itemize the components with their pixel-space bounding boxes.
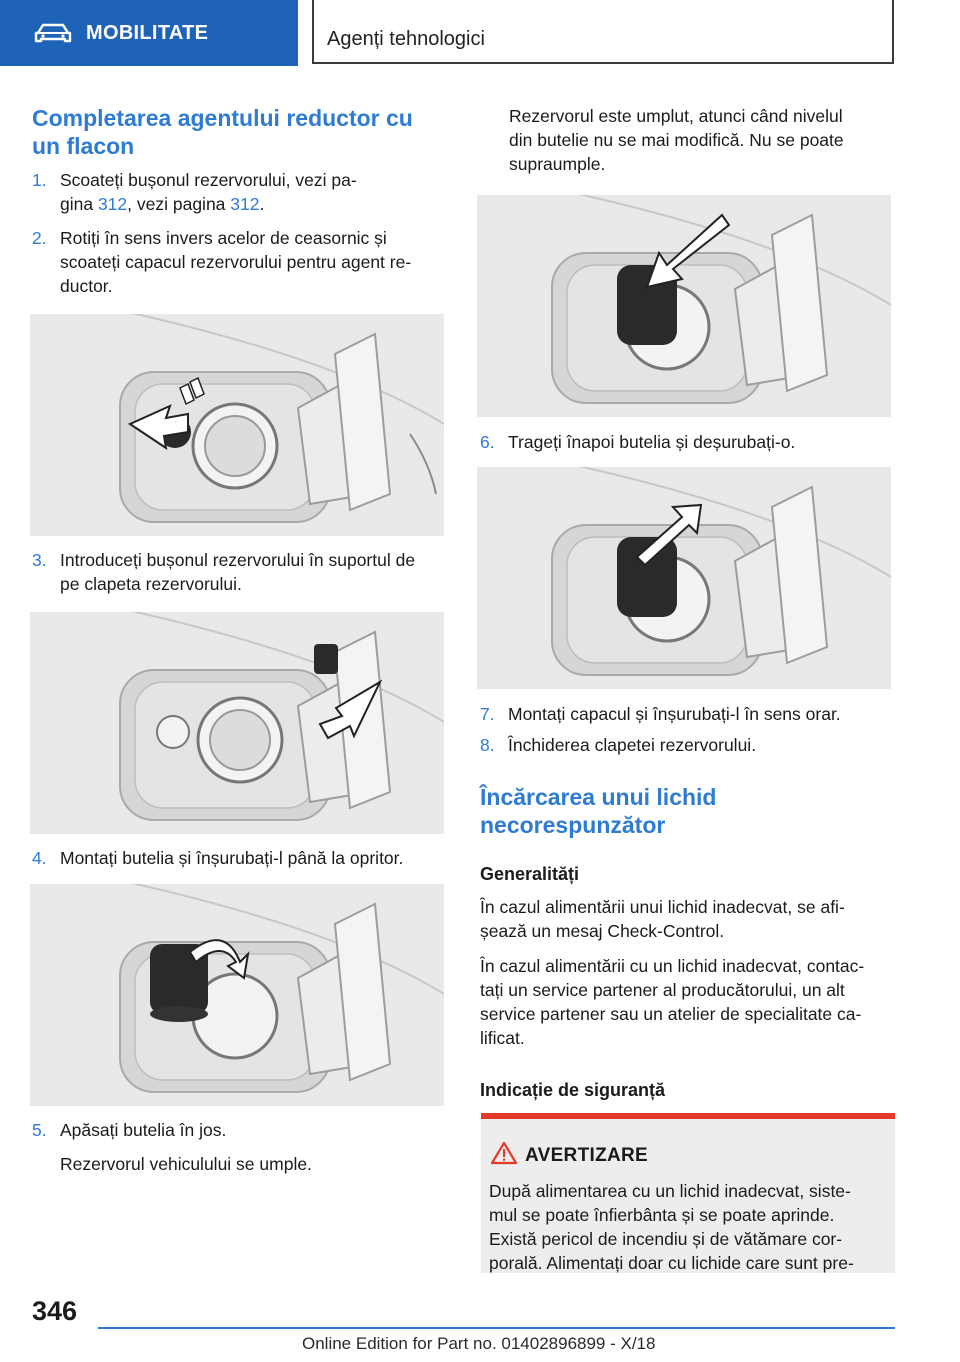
text-line: lificat. [480, 1028, 525, 1048]
warning-title: AVERTIZARE [525, 1145, 648, 1166]
text-line: În cazul alimentării cu un lichid inadecvat, contac- [480, 956, 865, 976]
footer-edition: Online Edition for Part no. 01402896899 - X/18 [302, 1334, 656, 1353]
step-number: 7. [480, 704, 495, 724]
step-number: 6. [480, 432, 495, 452]
warning-text [489, 1179, 889, 1275]
step-text: Trageți înapoi butelia și deșurubați-o. [508, 432, 796, 452]
car-icon [34, 22, 72, 44]
step-3 [32, 548, 452, 596]
illustration-place-cap-holder [30, 612, 444, 834]
text-line: În cazul alimentării unui lichid inadecvat, se afi- [480, 897, 845, 917]
text-line: supraumple. [509, 154, 606, 174]
text-line: Există pericol de incendiu și de vătămare cor- [489, 1229, 843, 1249]
step-text: Închiderea clapetei rezervorului. [508, 735, 757, 755]
subheading-general: Generalități [480, 864, 580, 884]
step-text [60, 168, 357, 216]
step-text [60, 548, 415, 596]
text-line: mul se poate înfierbânta și se poate aprinde. [489, 1205, 835, 1225]
page-number: 346 [32, 1296, 78, 1326]
warning-box [481, 1113, 895, 1273]
text-line: din butelie nu se mai modifică. Nu se poate [509, 130, 844, 150]
step-8 [480, 733, 900, 757]
text-line: pe clapeta rezervorului. [60, 574, 242, 594]
step-4 [32, 846, 452, 870]
text-line: , vezi pagina [127, 194, 231, 214]
step-number: 8. [480, 735, 495, 755]
warning-triangle-icon [491, 1141, 517, 1165]
step-2 [32, 226, 452, 298]
step-5-note: Rezervorul vehiculului se umple. [60, 1154, 312, 1174]
paragraph-2 [480, 954, 864, 1050]
illustration-filling [477, 195, 891, 417]
text-line: Introduceți bușonul rezervorului în suportul de [60, 550, 416, 570]
text-line: Rezervorul este umplut, atunci când nivelul [509, 106, 843, 126]
step-text: Montați capacul și înșurubați-l în sens orar. [508, 704, 841, 724]
illustration-screw-bottle [30, 884, 444, 1106]
heading-line: Încărcarea unui lichid [480, 784, 717, 810]
section-label: MOBILITATE [86, 21, 209, 44]
step-5 [32, 1118, 452, 1142]
illustration-remove-bottle [477, 467, 891, 689]
section-heading-2 [480, 783, 716, 839]
text-line: service partener sau un atelier de specialitate ca- [480, 1004, 862, 1024]
page-link[interactable]: 312 [230, 194, 260, 214]
text-line: gina [60, 194, 98, 214]
heading-line: necorespunzător [480, 812, 666, 838]
text-line: șează un mesaj Check-Control. [480, 921, 725, 941]
step-text: Apăsați butelia în jos. [60, 1120, 227, 1140]
footer-divider [98, 1327, 895, 1329]
step-number: 4. [32, 848, 47, 868]
text-line: ductor. [60, 276, 113, 296]
section-tab[interactable] [0, 0, 298, 66]
step-number: 3. [32, 550, 47, 570]
chapter-header [312, 0, 894, 64]
step-text: Montați butelia și înșurubați-l până la opritor. [60, 848, 404, 868]
text-line: Rotiți în sens invers acelor de ceasornic și [60, 228, 387, 248]
step-number: 2. [32, 228, 47, 248]
step-6 [480, 430, 900, 454]
page-link[interactable]: 312 [97, 194, 128, 214]
illustration-remove-cap [30, 314, 444, 536]
step-number: 1. [32, 170, 47, 190]
chapter-title: Agenți tehnologici [327, 28, 485, 50]
step-text [60, 226, 411, 298]
paragraph-1 [480, 895, 845, 943]
text-line: scoateți capacul rezervorului pentru agent re- [60, 252, 412, 272]
heading-line: un flacon [32, 133, 135, 159]
text-line: Scoateți bușonul rezervorului, vezi pa- [60, 170, 357, 190]
subheading-safety: Indicație de siguranță [480, 1080, 666, 1100]
text-line: tați un service partener al producătorului, un alt [480, 980, 845, 1000]
text-line: porală. Alimentați doar cu lichide care sunt pre- [489, 1253, 854, 1273]
section-heading [32, 104, 413, 160]
intro-paragraph [509, 104, 844, 176]
step-1 [32, 168, 452, 216]
heading-line: Completarea agentului reductor cu [32, 105, 413, 131]
step-number: 5. [32, 1120, 47, 1140]
text-line: După alimentarea cu un lichid inadecvat, siste- [489, 1181, 851, 1201]
text-line: . [259, 194, 265, 214]
step-7 [480, 702, 900, 726]
